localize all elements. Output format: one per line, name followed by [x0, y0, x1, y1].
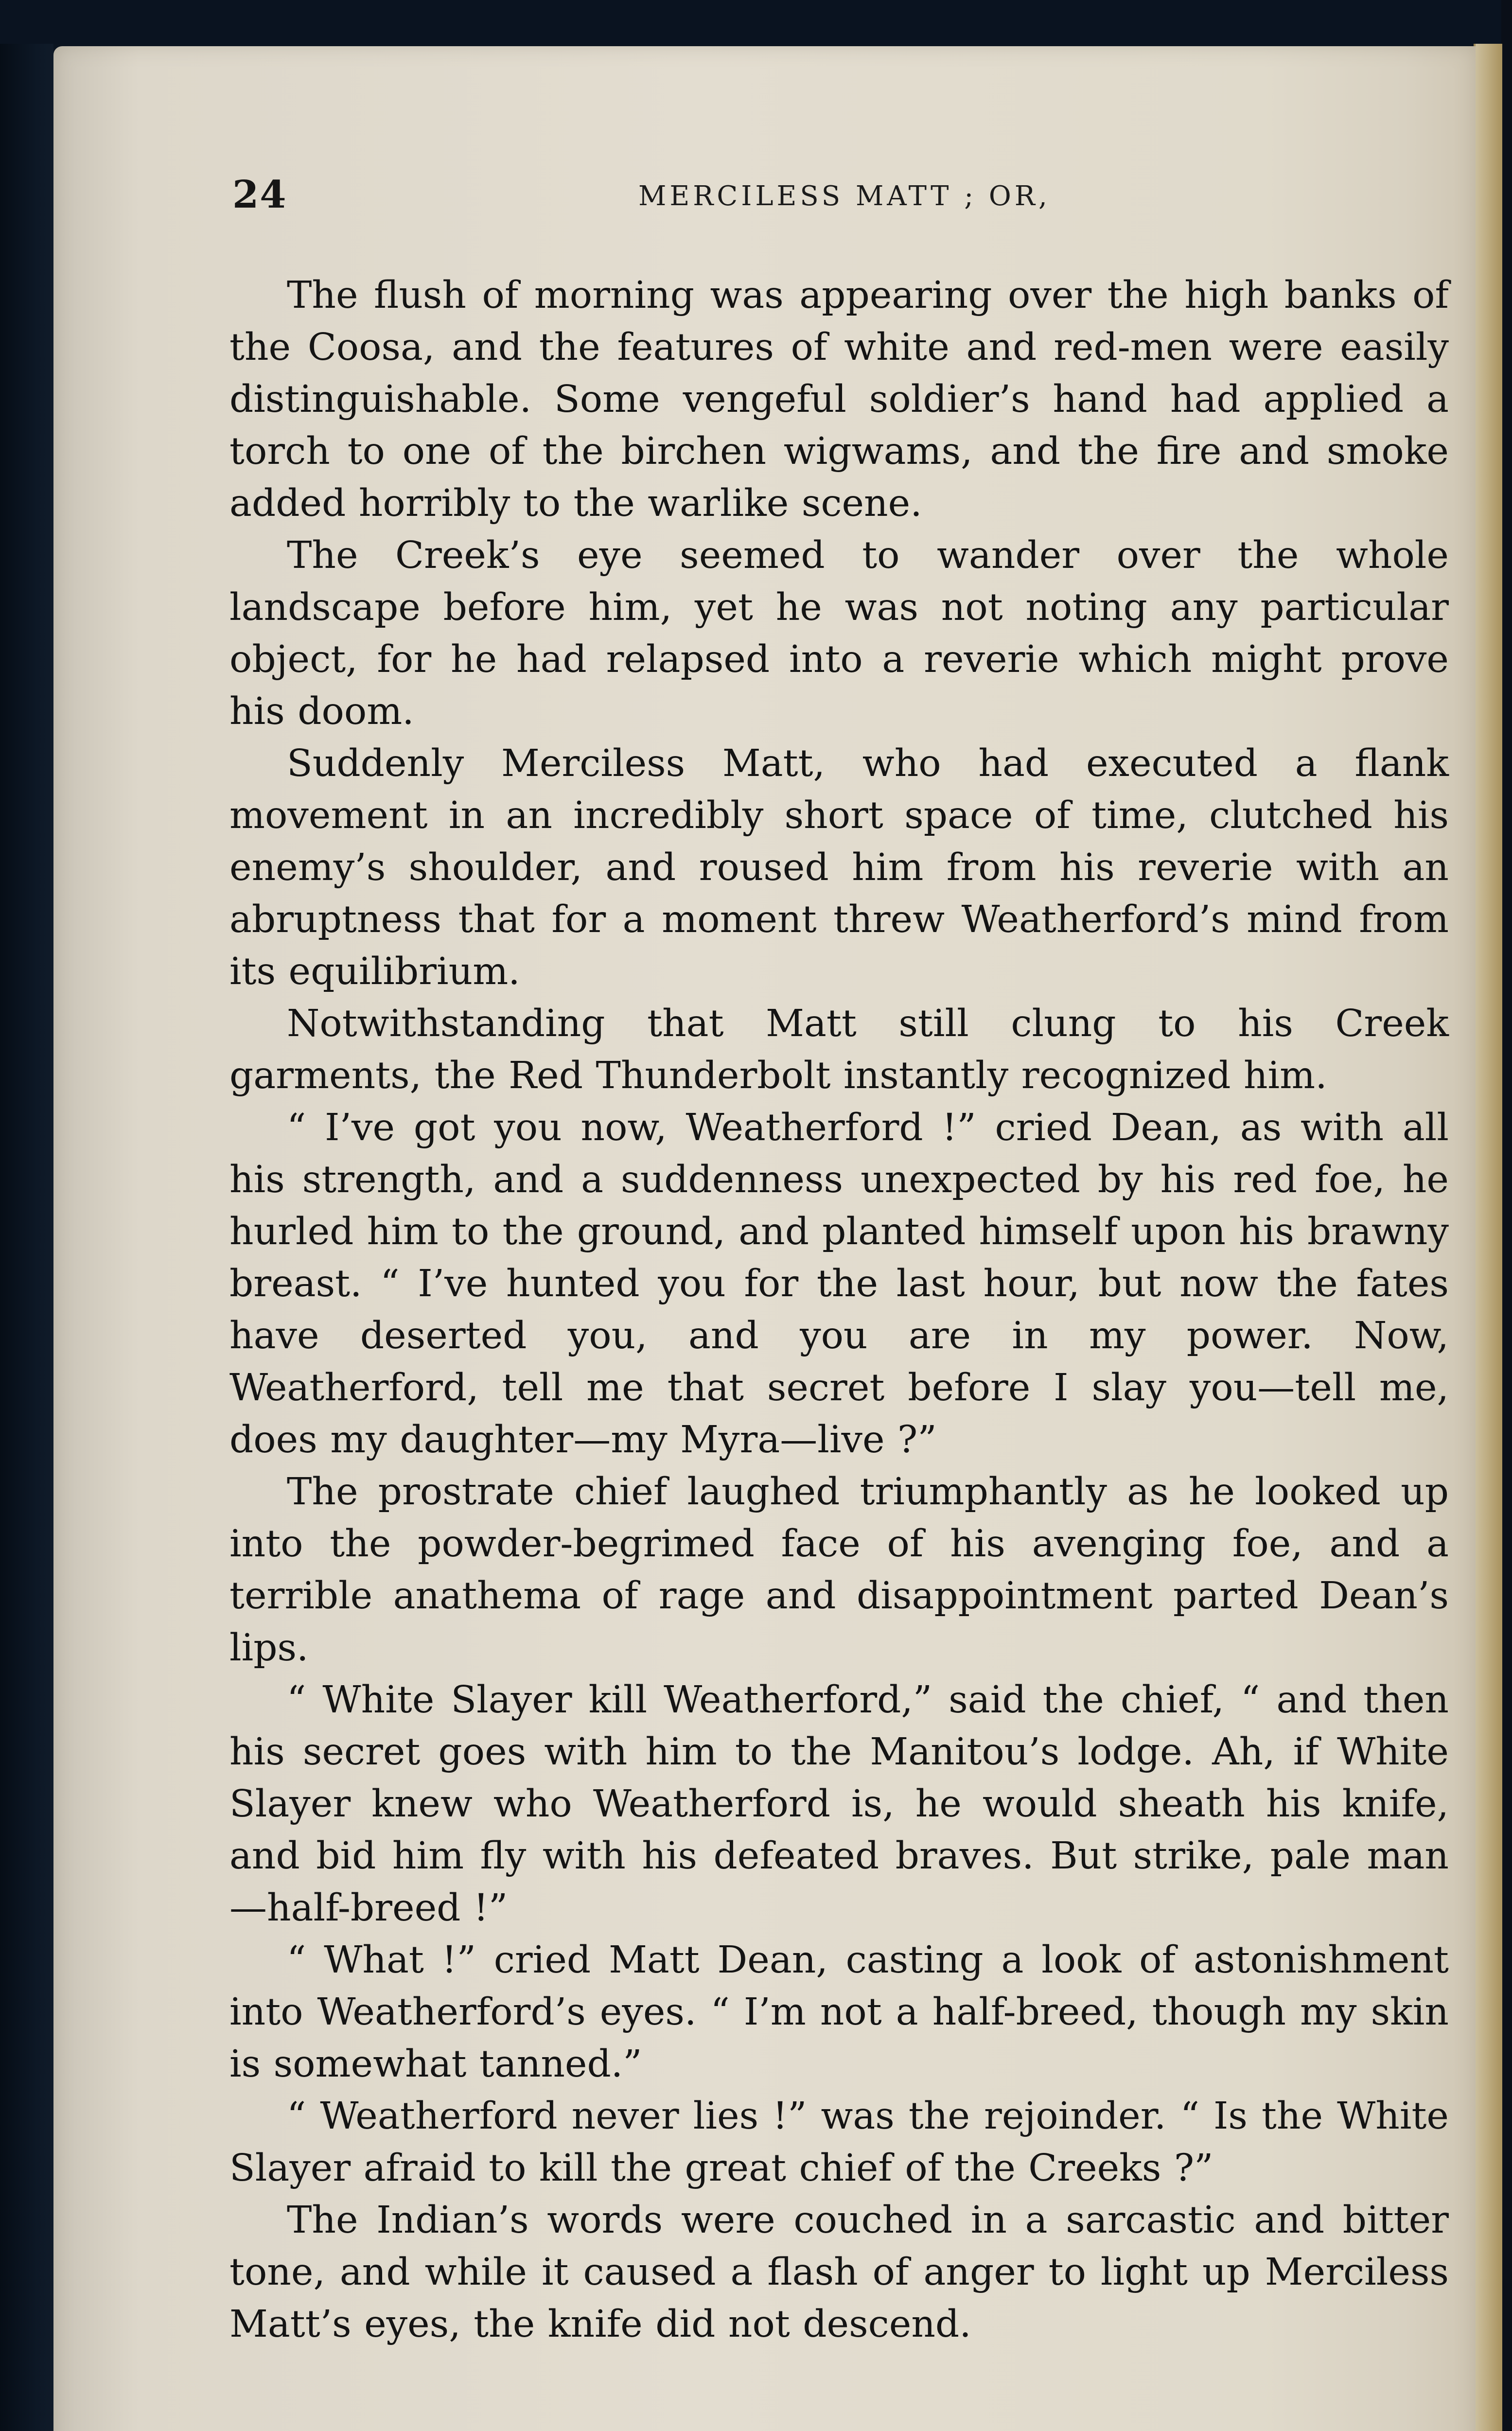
body-text [229, 269, 1449, 2350]
paragraph: The prostrate chief laughed triumphantly as he looked up into the powder-begrimed face of his avenging foe, and a terrible anathema of rage and disappointment parted Dean’s lips. [229, 1470, 1449, 1670]
top-background [0, 0, 1512, 44]
paragraph: “ I’ve got you now, Weatherford !” cried Dean, as with all his strength, and a suddenness unexpected by his red foe, he hurled him to the ground, and planted himself upon his brawny breast. “ I’ve hunted you for the last hour, but now the fates have deserted you, and you are in my power. Now, Weatherford, tell me that secret before I slay you—tell me, does my daughter—my Myra—live ?” [229, 1106, 1449, 1462]
paragraph: The flush of morning was appearing over the high banks of the Coosa, and the features of white and red-men were easily distinguishable. Some vengeful soldier’s hand had applied a torch to one of the birchen wigwams, and the fire and smoke added horribly to the warlike scene. [229, 274, 1449, 525]
paragraph: The Indian’s words were couched in a sarcastic and bitter tone, and while it caused a flash of anger to light up Merciless Matt’s eyes, the knife did not descend. [229, 2199, 1449, 2346]
page-edge [1474, 44, 1502, 2431]
page-number: 24 [232, 173, 287, 217]
paragraph: “ Weatherford never lies !” was the rejoinder. “ Is the White Slayer afraid to kill the great chief of the Creeks ?” [229, 2095, 1449, 2190]
paragraph: “ What !” cried Matt Dean, casting a look of astonishment into Weatherford’s eyes. “ I’m not a half-breed, though my skin is somewhat tanned.” [229, 1938, 1449, 2086]
paragraph: Suddenly Merciless Matt, who had executed a flank movement in an incredibly short space of time, clutched his enemy’s shoulder, and roused him from his reverie with an abruptness that for a moment threw Weatherford’s mind from its equilibrium. [229, 742, 1449, 993]
right-background [1501, 0, 1512, 2431]
left-binding-shadow [0, 0, 53, 2431]
page-header [232, 173, 1448, 221]
paragraph: “ White Slayer kill Weatherford,” said the chief, “ and then his secret goes with him to the Manitou’s lodge. Ah, if White Slayer knew who Weatherford is, he would sheath his knife, and bid him fly with his defeated braves. But strike, pale man—half-breed !” [229, 1678, 1449, 1930]
running-head: MERCILESS MATT ; OR, [638, 180, 1051, 212]
paragraph: The Creek’s eye seemed to wander over the whole landscape before him, yet he was not noting any particular object, for he had relapsed into a reverie which might prove his doom. [229, 534, 1449, 733]
paragraph: Notwithstanding that Matt still clung to his Creek garments, the Red Thunderbolt instantly recognized him. [229, 1002, 1449, 1097]
